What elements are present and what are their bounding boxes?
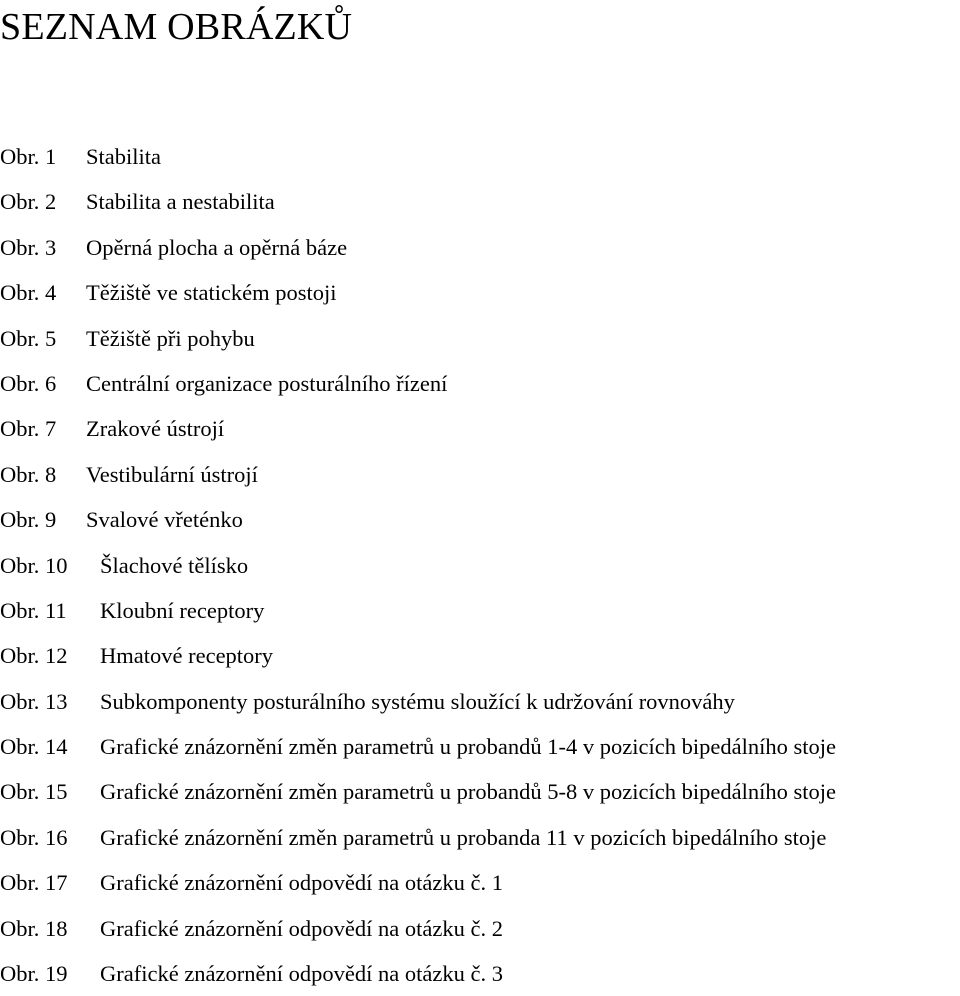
page-title: SEZNAM OBRÁZKŮ xyxy=(0,6,353,48)
figure-entry xyxy=(0,633,836,678)
figure-number: Obr. 13 xyxy=(0,688,68,714)
figure-entry xyxy=(0,134,836,179)
figure-number: Obr. 2 xyxy=(0,189,57,215)
figure-caption: Grafické znázornění odpovědí na otázku č. 1 xyxy=(100,870,503,896)
figure-number: Obr. 14 xyxy=(0,734,68,760)
figure-caption: Stabilita a nestabilita xyxy=(86,189,275,215)
figure-caption: Zrakové ústrojí xyxy=(86,416,225,442)
figure-entry xyxy=(0,906,836,951)
figure-entry xyxy=(0,860,836,905)
figure-number: Obr. 8 xyxy=(0,461,57,487)
figure-number: Obr. 15 xyxy=(0,779,68,805)
figure-caption: Vestibulární ústrojí xyxy=(86,461,258,487)
figure-caption: Grafické znázornění změn parametrů u probanda 11 v pozicích bipedálního stoje xyxy=(100,824,827,850)
figure-caption: Grafické znázornění změn parametrů u probandů 1-4 v pozicích bipedálního stoje xyxy=(100,734,836,760)
figure-caption: Grafické znázornění odpovědí na otázku č. 3 xyxy=(100,961,503,987)
figure-list xyxy=(0,134,836,996)
figure-number: Obr. 5 xyxy=(0,325,57,351)
figure-caption: Hmatové receptory xyxy=(100,643,274,669)
figure-number: Obr. 1 xyxy=(0,144,57,169)
figure-number: Obr. 3 xyxy=(0,234,57,260)
figure-number: Obr. 16 xyxy=(0,824,68,850)
figure-number: Obr. 6 xyxy=(0,370,57,396)
figure-number: Obr. 18 xyxy=(0,915,68,941)
figure-number: Obr. 10 xyxy=(0,552,68,578)
figure-entry xyxy=(0,769,836,814)
figure-number: Obr. 4 xyxy=(0,280,57,306)
figure-entry xyxy=(0,406,836,451)
figure-caption: Svalové vřeténko xyxy=(86,507,243,533)
figure-caption: Subkomponenty posturálního systému sloužící k udržování rovnováhy xyxy=(100,688,735,714)
figure-entry xyxy=(0,452,836,497)
figure-caption: Stabilita xyxy=(86,144,161,169)
figure-entry xyxy=(0,679,836,724)
figure-caption: Opěrná plocha a opěrná báze xyxy=(86,234,348,260)
figure-entry xyxy=(0,724,836,769)
figure-number: Obr. 17 xyxy=(0,870,68,896)
figure-caption: Centrální organizace posturálního řízení xyxy=(86,370,448,396)
figure-caption: Grafické znázornění odpovědí na otázku č. 2 xyxy=(100,915,503,941)
figure-entry xyxy=(0,361,836,406)
figure-entry xyxy=(0,815,836,860)
figure-entry xyxy=(0,225,836,270)
figure-number: Obr. 12 xyxy=(0,643,68,669)
figure-caption: Šlachové tělísko xyxy=(100,552,249,578)
figure-number: Obr. 19 xyxy=(0,961,68,987)
figure-entry xyxy=(0,179,836,224)
figure-entry xyxy=(0,543,836,588)
figure-entry xyxy=(0,316,836,361)
figure-number: Obr. 7 xyxy=(0,416,57,442)
figure-caption: Grafické znázornění změn parametrů u probandů 5-8 v pozicích bipedálního stoje xyxy=(100,779,836,805)
figure-number: Obr. 9 xyxy=(0,507,57,533)
figure-entry xyxy=(0,588,836,633)
figure-entry xyxy=(0,497,836,542)
figure-caption: Těžiště při pohybu xyxy=(86,325,255,351)
figure-caption: Těžiště ve statickém postoji xyxy=(86,280,337,306)
figure-entry xyxy=(0,951,836,996)
figure-caption: Kloubní receptory xyxy=(100,597,265,623)
figure-entry xyxy=(0,270,836,315)
figure-number: Obr. 11 xyxy=(0,597,67,623)
